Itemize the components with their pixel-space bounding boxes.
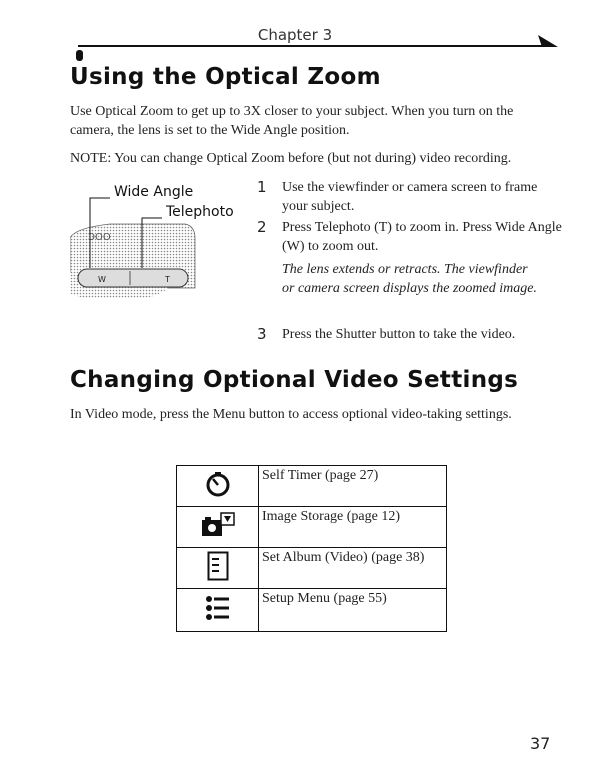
step-2-text: Press Telephoto (T) to zoom in. Press Wide Angle (W) to zoom out. — [282, 220, 562, 254]
wide-angle-label: Wide Angle — [114, 184, 194, 200]
step-3-text: Press the Shutter button to take the video. — [282, 327, 516, 342]
telephoto-label: Telephoto — [166, 204, 234, 220]
icon-cell — [177, 548, 259, 589]
chapter-header: Chapter 3 — [257, 26, 333, 44]
svg-text:ƆОО: ƆОО — [88, 232, 111, 243]
option-label: Setup Menu (page 55) — [259, 589, 447, 632]
image-storage-icon — [201, 512, 235, 538]
svg-text:T: T — [165, 275, 170, 284]
step-number: 3 — [257, 325, 267, 343]
step-2-result: The lens extends or retracts. The viewfinder or camera screen displays the zoomed image. — [282, 262, 537, 296]
header-rule-dot — [76, 50, 83, 61]
section-title-video-settings: Changing Optional Video Settings — [70, 367, 519, 393]
table-row — [177, 548, 447, 589]
svg-text:W: W — [98, 275, 106, 284]
icon-cell — [177, 507, 259, 548]
video-settings-table — [176, 465, 447, 632]
table-row — [177, 589, 447, 632]
setup-menu-icon — [206, 595, 230, 621]
step-1-text: Use the viewfinder or camera screen to frame your subject. — [282, 180, 538, 214]
video-settings-intro: In Video mode, press the Menu button to access optional video-taking settings. — [70, 407, 512, 422]
step-number: 2 — [257, 218, 267, 236]
table-row — [177, 466, 447, 507]
table-row — [177, 507, 447, 548]
section-title-optical-zoom: Using the Optical Zoom — [70, 64, 381, 90]
step-number: 1 — [257, 178, 267, 196]
set-album-icon — [207, 551, 229, 581]
optical-zoom-intro: Use Optical Zoom to get up to 3X closer to your subject. When you turn on the camera, the lens is set to the Wide Angle position. — [70, 104, 514, 138]
icon-cell — [177, 466, 259, 507]
header-arrow-icon — [538, 34, 558, 48]
self-timer-icon — [205, 471, 231, 497]
option-label: Image Storage (page 12) — [259, 507, 447, 548]
option-label: Self Timer (page 27) — [259, 466, 447, 507]
page-number: 37 — [530, 734, 551, 753]
optical-zoom-note: NOTE: You can change Optical Zoom before (but not during) video recording. — [70, 151, 512, 166]
option-label: Set Album (Video) (page 38) — [259, 548, 447, 589]
icon-cell — [177, 589, 259, 632]
header-rule — [78, 45, 546, 47]
